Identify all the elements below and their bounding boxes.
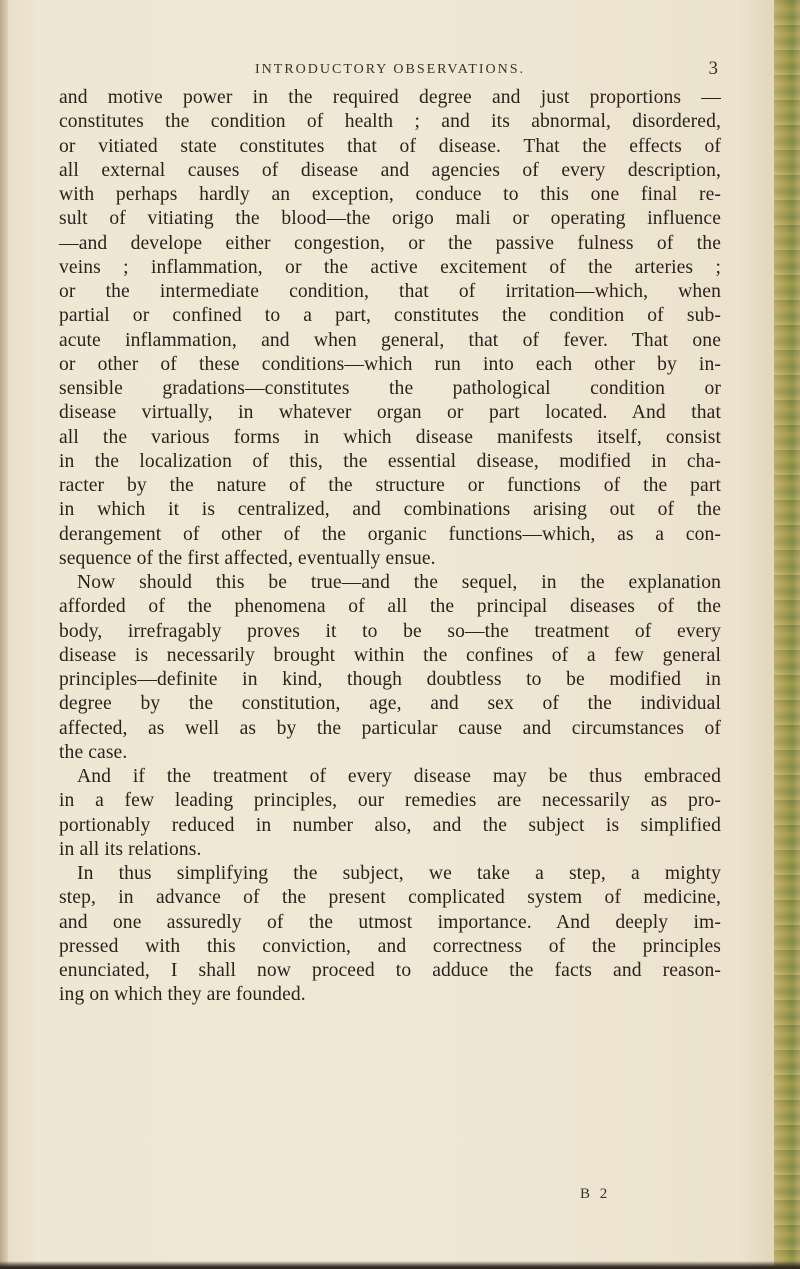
text-line: and motive power in the required degree and just proportions — [59, 87, 721, 108]
body-text [59, 86, 721, 1008]
page-bottom-shadow [0, 1261, 800, 1269]
text-line: Now should this be true—and the sequel, in the explanation [77, 572, 721, 593]
text-line: or other of these conditions—which run into each other by in- [59, 353, 721, 375]
text-line: In thus simplifying the subject, we take a step, a mighty [77, 863, 721, 884]
text-line: principles—definite in kind, though doubtless to be modified in [59, 669, 721, 690]
text-line: racter by the nature of the structure or functions of the part [59, 475, 721, 496]
text-line: disease is necessarily brought within the confines of a few general [59, 644, 721, 666]
text-line: —and develope either congestion, or the passive fulness of the [59, 232, 721, 254]
text-line: enunciated, I shall now proceed to adduce the facts and reason- [59, 960, 721, 981]
text-line: veins ; inflammation, or the active excitement of the arteries ; [59, 256, 721, 278]
text-line: or vitiated state constitutes that of disease. That the effects of [59, 135, 721, 157]
page-number: 3 [708, 58, 718, 79]
text-line: sequence of the first affected, eventually ensue. [59, 547, 436, 569]
text-line: derangement of other of the organic functions—which, as a con- [59, 523, 721, 545]
text-line: and one assuredly of the utmost importance. And deeply im- [59, 911, 721, 933]
text-line: pressed with this conviction, and correctness of the principles [59, 935, 721, 957]
text-line: ing on which they are founded. [59, 984, 306, 1006]
text-line: constitutes the condition of health ; and its abnormal, disordered, [59, 111, 721, 133]
book-binding-edge [774, 0, 800, 1269]
text-line: the case. [59, 741, 128, 763]
text-line: with perhaps hardly an exception, conduce to this one final re- [59, 184, 721, 205]
text-line: in a few leading principles, our remedies are necessarily as pro- [59, 790, 721, 812]
text-line: affected, as well as by the particular cause and circumstances of [59, 717, 721, 739]
text-line: in the localization of this, the essential disease, modified in cha- [59, 450, 721, 472]
text-line: or the intermediate condition, that of irritation—which, when [59, 281, 721, 302]
text-line: step, in advance of the present complicated system of medicine, [59, 887, 721, 909]
text-line: degree by the constitution, age, and sex of the individual [59, 693, 721, 715]
text-line: partial or confined to a part, constitutes the condition of sub- [59, 305, 721, 327]
text-line: all external causes of disease and agencies of every description, [59, 159, 721, 181]
text-line: sensible gradations—constitutes the pathological condition or [59, 378, 721, 399]
text-line: portionably reduced in number also, and the subject is simplified [59, 814, 721, 836]
text-line: in which it is centralized, and combinations arising out of the [59, 499, 721, 521]
text-line: And if the treatment of every disease may be thus embraced [77, 766, 721, 787]
page-left-edge [0, 0, 8, 1269]
text-line: sult of vitiating the blood—the origo mali or operating influence [59, 208, 721, 230]
text-line: disease virtually, in whatever organ or part located. And that [59, 402, 721, 424]
text-line: acute inflammation, and when general, that of fever. That one [59, 329, 721, 351]
running-title: INTRODUCTORY OBSERVATIONS. [255, 62, 525, 77]
signature-mark: B 2 [580, 1186, 611, 1202]
text-line: in all its relations. [59, 838, 202, 860]
text-line: all the various forms in which disease manifests itself, consist [59, 426, 721, 448]
text-line: afforded of the phenomena of all the principal diseases of the [59, 596, 721, 618]
running-head [60, 58, 720, 86]
text-line: body, irrefragably proves it to be so—the treatment of every [59, 620, 721, 642]
